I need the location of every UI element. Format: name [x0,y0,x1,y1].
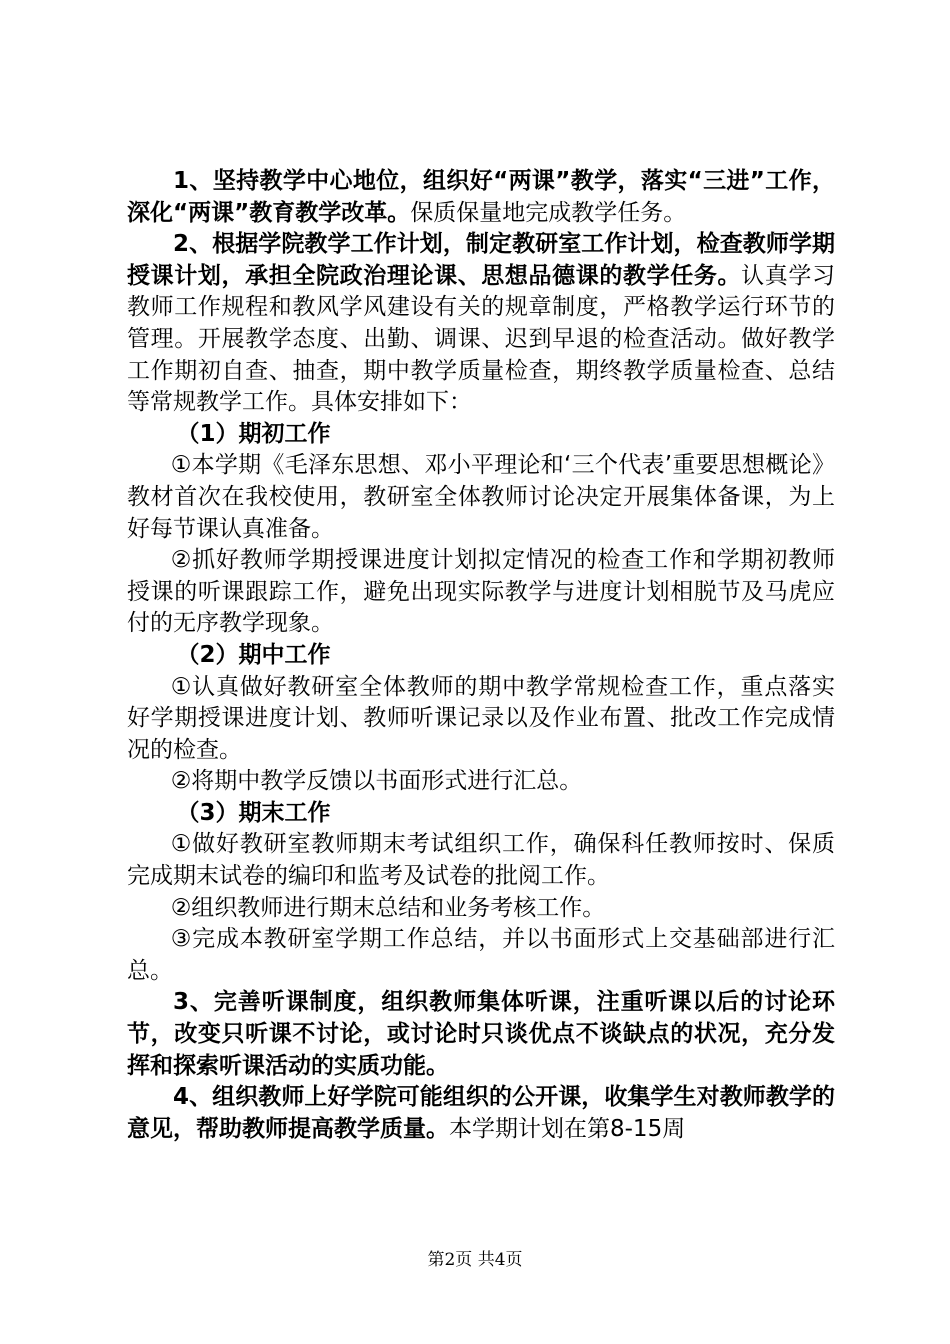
section-heading-early: （1）期初工作 [176,420,331,447]
paragraph-4 [127,1082,835,1145]
list-item: ②将期中教学反馈以书面形式进行汇总。 [170,768,583,795]
page-footer: 第2页 共4页 [427,1250,523,1270]
list-item: ②组织教师进行期末总结和业务考核工作。 [170,894,606,921]
paragraph-4-text: 本学期计划在第8-15周 [449,1115,686,1142]
list-item: ①本学期《毛泽东思想、邓小平理论和‘三个代表’重要思想概论》教材首次在我校使用，教研室全体教师讨论决定开展集体备课，为上好每节课认真准备。 [127,452,835,542]
section-heading-end: （3）期末工作 [176,799,331,826]
paragraph-1 [127,166,835,229]
paragraph-1-bold: 1、坚持教学中心地位，组织好“两课”教学，落实“三进”工作，深化“两课”教育教学改革。 [127,168,835,226]
paragraph-3: 3、完善听课制度，组织教师集体听课，注重听课以后的讨论环节，改变只听课不讨论，或讨论时只谈优点不谈缺点的状况，充分发挥和探索听课活动的实质功能。 [127,989,835,1079]
list-item: ③完成本教研室学期工作总结，并以书面形式上交基础部进行汇总。 [127,926,835,984]
paragraph-2 [127,229,835,419]
list-item: ①做好教研室教师期末考试组织工作，确保科任教师按时、保质完成期末试卷的编印和监考及试卷的批阅工作。 [127,831,835,890]
list-item: ①认真做好教研室全体教师的期中教学常规检查工作，重点落实好学期授课进度计划、教师听课记录以及作业布置、批改工作完成情况的检查。 [127,673,835,763]
paragraph-1-text: 保质保量地完成教学任务。 [410,199,687,226]
paragraph-4-bold: 4、组织教师上好学院可能组织的公开课，收集学生对教师教学的意见，帮助教师提高教学质量。 [127,1084,835,1142]
list-item: ②抓好教师学期授课进度计划拟定情况的检查工作和学期初教师授课的听课跟踪工作，避免出现实际教学与进度计划相脱节及马虎应付的无序教学现象。 [127,547,835,637]
paragraph-2-text: 认真学习教师工作规程和教风学风建设有关的规章制度，严格教学运行环节的管理。开展教学态度、出勤、调课、迟到早退的检查活动。做好教学工作期初自查、抽查，期中教学质量检查，期终教学质量检查、总结等常规教学工作。具体安排如下： [127,262,836,416]
section-heading-mid: （2）期中工作 [176,641,331,668]
paragraph-2-bold: 2、根据学院教学工作计划，制定教研室工作计划，检查教师学期授课计划，承担全院政治理论课、思想品德课的教学任务。 [127,231,835,289]
document-body [127,166,835,1145]
